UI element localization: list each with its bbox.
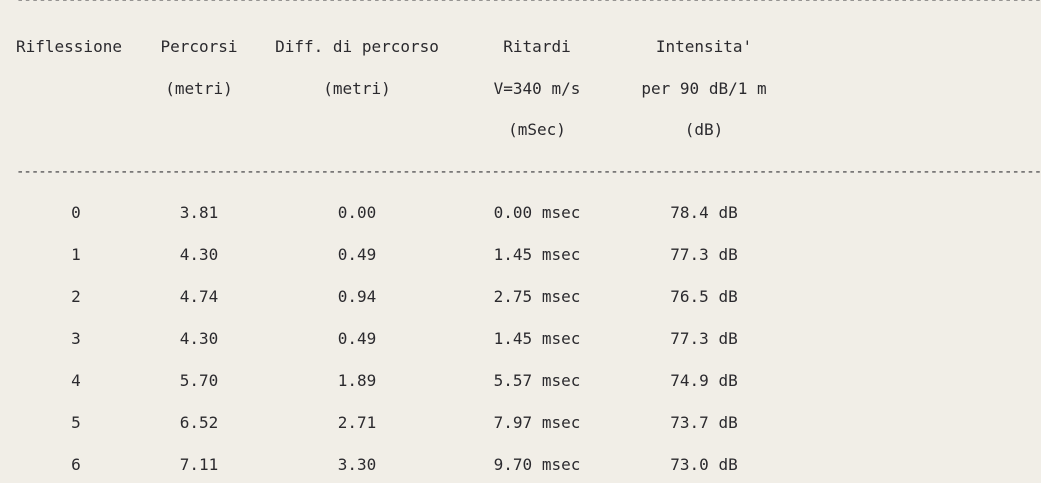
cell-diff: 1.89 <box>337 371 377 390</box>
cell-riflessione: 3 <box>71 329 81 348</box>
cell-intensita: 77.3 dB <box>670 245 738 264</box>
cell-ritardi: 5.57 msec <box>493 371 581 390</box>
table-row <box>0 287 800 311</box>
cell-ritardi: 0.00 msec <box>493 203 581 222</box>
cell-intensita: 73.7 dB <box>670 413 738 432</box>
cell-percorsi: 3.81 <box>179 203 219 222</box>
cell-diff: 0.94 <box>337 287 377 306</box>
cell-ritardi: 9.70 msec <box>493 455 581 474</box>
header-riflessione: Riflessione <box>16 37 122 56</box>
cell-diff: 0.49 <box>337 245 377 264</box>
cell-percorsi: 6.52 <box>179 413 219 432</box>
header-intensita-unit: (dB) <box>684 120 724 139</box>
table-row <box>0 329 800 353</box>
header-ritardi-speed: V=340 m/s <box>493 79 581 98</box>
header-percorsi-unit: (metri) <box>165 79 233 98</box>
header-ritardi: Ritardi <box>503 37 571 56</box>
cell-percorsi: 5.70 <box>179 371 219 390</box>
cell-riflessione: 0 <box>71 203 81 222</box>
header-ritardi-unit: (mSec) <box>508 120 566 139</box>
cell-riflessione: 1 <box>71 245 81 264</box>
table-row <box>0 455 800 479</box>
header-intensita-ref: per 90 dB/1 m <box>641 79 767 98</box>
cell-riflessione: 4 <box>71 371 81 390</box>
cell-diff: 3.30 <box>337 455 377 474</box>
table-row <box>0 245 800 269</box>
cell-ritardi: 2.75 msec <box>493 287 581 306</box>
top-rule: ------------------------------------------------------------------------------------------------------------------------------------------ <box>16 0 1041 8</box>
cell-intensita: 73.0 dB <box>670 455 738 474</box>
header-diff: Diff. di percorso <box>275 37 439 56</box>
cell-percorsi: 4.30 <box>179 329 219 348</box>
cell-ritardi: 1.45 msec <box>493 329 581 348</box>
cell-diff: 0.00 <box>337 203 377 222</box>
header-intensita: Intensita' <box>655 37 753 56</box>
table-row <box>0 371 800 395</box>
cell-intensita: 74.9 dB <box>670 371 738 390</box>
header-diff-unit: (metri) <box>323 79 391 98</box>
cell-intensita: 78.4 dB <box>670 203 738 222</box>
header-rule: ------------------------------------------------------------------------------------------------------------------------------------------ <box>16 164 1041 180</box>
cell-percorsi: 4.30 <box>179 245 219 264</box>
cell-ritardi: 1.45 msec <box>493 245 581 264</box>
cell-riflessione: 6 <box>71 455 81 474</box>
cell-ritardi: 7.97 msec <box>493 413 581 432</box>
cell-intensita: 77.3 dB <box>670 329 738 348</box>
cell-diff: 0.49 <box>337 329 377 348</box>
cell-riflessione: 5 <box>71 413 81 432</box>
cell-intensita: 76.5 dB <box>670 287 738 306</box>
header-percorsi: Percorsi <box>160 37 238 56</box>
table-row <box>0 203 800 227</box>
cell-percorsi: 7.11 <box>179 455 219 474</box>
cell-riflessione: 2 <box>71 287 81 306</box>
cell-percorsi: 4.74 <box>179 287 219 306</box>
cell-diff: 2.71 <box>337 413 377 432</box>
table-row <box>0 413 800 437</box>
